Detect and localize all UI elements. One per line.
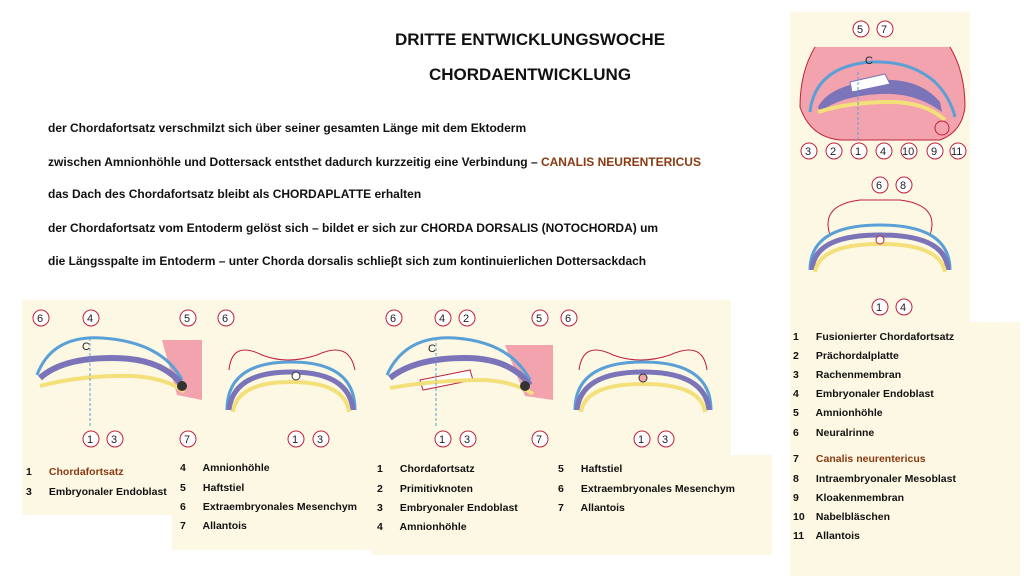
legend-d-item: 5 Haftstiel <box>558 463 623 475</box>
svg-text:6: 6 <box>222 313 229 325</box>
svg-text:1: 1 <box>855 146 862 158</box>
svg-text:5: 5 <box>536 313 543 325</box>
legend-e-item: 3 Rachenmembran <box>793 369 902 381</box>
paragraph-4: der Chordafortsatz vom Entoderm gelöst sich – bildet er sich zur CHORDA DORSALIS (NOTOCHORDA) um <box>48 221 659 235</box>
paragraph-5: die Längsspalte im Entoderm – unter Chorda dorsalis schlieβt sich zum kontinuierlichen Dottersackdach <box>48 254 647 268</box>
label-group-bottom <box>801 143 966 159</box>
paragraph-highlight: CANALIS NEURENTERICUS <box>540 155 701 169</box>
canal-letter: C <box>82 341 90 353</box>
diagram-bottom-4 <box>555 300 731 455</box>
svg-text:6: 6 <box>565 313 572 325</box>
paragraph-1: der Chordafortsatz verschmilzt sich über seiner gesamten Länge mit dem Ektoderm <box>48 121 527 135</box>
svg-text:7: 7 <box>881 24 888 36</box>
page-title: DRITTE ENTWICKLUNGSWOCHE <box>394 30 666 49</box>
label-group-bottom <box>872 299 912 315</box>
label-group-bottom <box>435 431 548 447</box>
svg-text:2: 2 <box>830 146 837 158</box>
legend-c-item: 4 Amnionhöhle <box>377 521 467 533</box>
legend-a-item: 1 Chordafortsatz <box>26 466 124 478</box>
legend-f-item: 10 Nabelbläschen <box>793 511 891 523</box>
legend-f-item: 7 Canalis neurentericus <box>793 453 926 465</box>
svg-text:1: 1 <box>638 434 645 446</box>
panel-legend-a <box>22 455 172 515</box>
legend-e-item: 6 Neuralrinne <box>793 427 875 439</box>
legend-e-item: 5 Amnionhöhle <box>793 407 883 419</box>
svg-text:10: 10 <box>902 146 915 158</box>
svg-text:4: 4 <box>87 313 94 325</box>
diagram-bottom-2 <box>207 300 375 455</box>
svg-text:4: 4 <box>900 302 907 314</box>
label-group-bottom <box>634 431 674 447</box>
label-group-top <box>218 310 234 326</box>
label-group-top <box>872 177 912 193</box>
legend-f-item: 11 Allantois <box>793 530 860 542</box>
label-group-bottom <box>288 431 329 447</box>
svg-text:3: 3 <box>317 434 324 446</box>
paragraph-3: das Dach des Chordafortsatz bleibt als CHORDAPLATTE erhalten <box>48 187 422 201</box>
legend-e-item: 4 Embryonaler Endoblast <box>793 388 934 400</box>
svg-text:8: 8 <box>900 180 907 192</box>
svg-text:1: 1 <box>439 434 446 446</box>
legend-f-item: 9 Kloakenmembran <box>793 492 905 504</box>
svg-text:4: 4 <box>880 146 887 158</box>
label-group-top <box>561 310 577 326</box>
label-group-bottom <box>83 431 196 447</box>
legend-e-item: 2 Prächordalplatte <box>793 350 899 362</box>
page-subtitle: CHORDAENTWICKLUNG <box>428 65 632 84</box>
svg-text:1: 1 <box>876 302 883 314</box>
legend-c-item: 1 Chordafortsatz <box>377 463 475 475</box>
legend-d-item: 6 Extraembryonales Mesenchym <box>558 483 735 495</box>
svg-text:6: 6 <box>390 313 397 325</box>
svg-text:2: 2 <box>463 313 470 325</box>
canal-letter: C <box>865 55 873 67</box>
legend-e-item: 1 Fusionierter Chordafortsatz <box>793 331 955 343</box>
canal-letter: C <box>428 343 436 355</box>
legend-d-item: 7 Allantois <box>558 502 625 514</box>
svg-text:3: 3 <box>805 146 812 158</box>
diagram-cross-mid <box>790 170 970 322</box>
legend-b-item: 4 Amnionhöhle <box>180 462 270 474</box>
svg-text:9: 9 <box>931 146 938 158</box>
paragraph-2: zwischen Amnionhöhle und Dottersack entsthet dadurch kurzzeitig eine Verbindung – CANALIS NEURENTERICUS <box>48 155 701 169</box>
svg-text:3: 3 <box>662 434 669 446</box>
svg-text:1: 1 <box>87 434 94 446</box>
svg-text:7: 7 <box>536 434 543 446</box>
legend-b-item: 5 Haftstiel <box>180 482 245 494</box>
label-group-top <box>386 310 548 326</box>
svg-text:11: 11 <box>951 146 963 158</box>
diagram-sagittal-top <box>790 12 970 170</box>
svg-text:7: 7 <box>184 434 191 446</box>
legend-c-item: 3 Embryonaler Endoblast <box>377 502 518 514</box>
legend-c-item: 2 Primitivknoten <box>377 483 473 495</box>
svg-text:3: 3 <box>464 434 471 446</box>
diagram-bottom-3 <box>375 300 555 455</box>
legend-b-item: 7 Allantois <box>180 520 247 532</box>
svg-text:6: 6 <box>37 313 44 325</box>
label-group-top <box>33 310 196 326</box>
svg-text:6: 6 <box>876 180 883 192</box>
legend-a-item: 3 Embryonaler Endoblast <box>26 486 167 498</box>
svg-text:5: 5 <box>857 24 864 36</box>
label-group-top <box>853 21 893 37</box>
legend-b-item: 6 Extraembryonales Mesenchym <box>180 501 357 513</box>
svg-text:5: 5 <box>184 313 191 325</box>
svg-text:4: 4 <box>439 313 446 325</box>
legend-f-item: 8 Intraembryonaler Mesoblast <box>793 473 956 485</box>
svg-text:3: 3 <box>111 434 118 446</box>
svg-text:1: 1 <box>292 434 299 446</box>
diagram-bottom-1 <box>22 300 207 455</box>
